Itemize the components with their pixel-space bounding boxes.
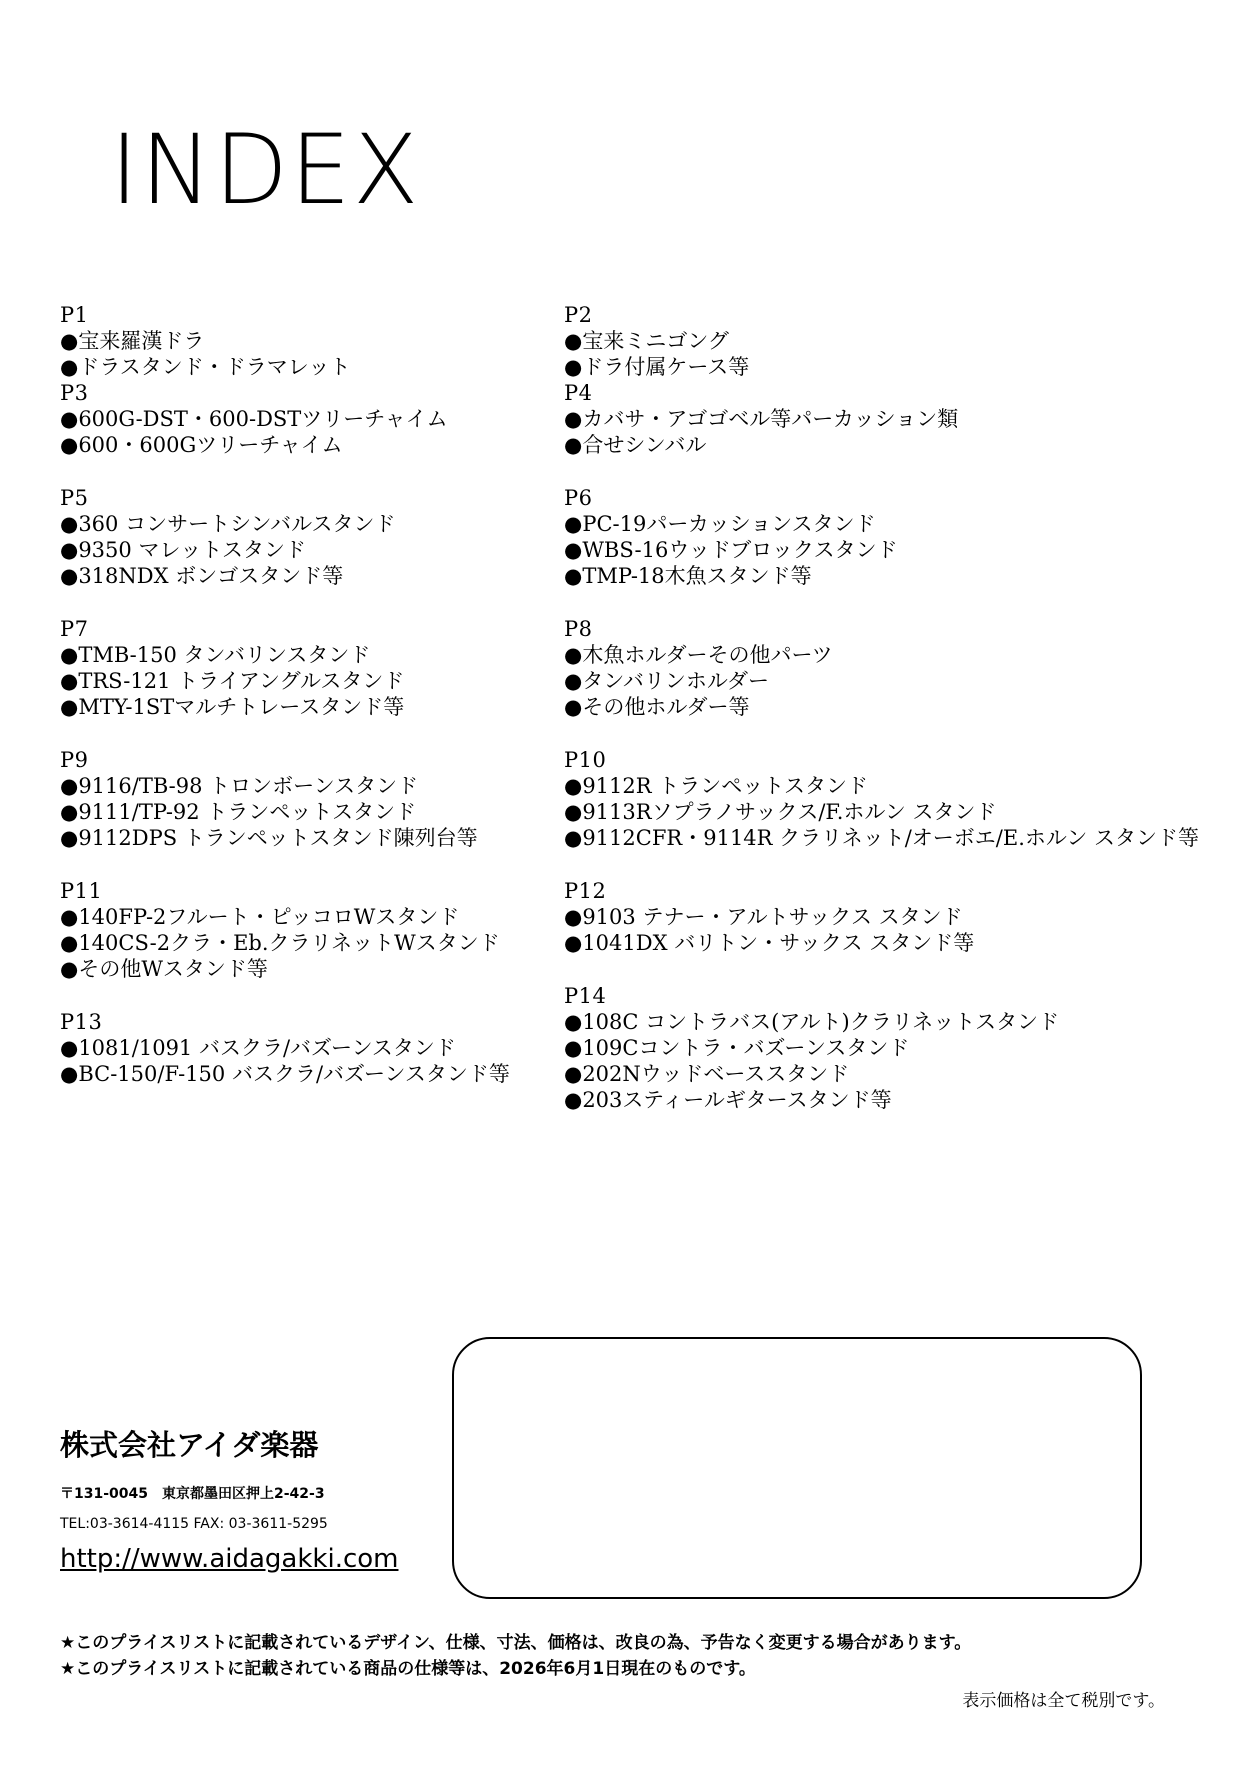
index-left-column — [60, 302, 620, 1114]
index-item: ●木魚ホルダーその他パーツ — [564, 643, 833, 667]
index-item: ●ドラスタンド・ドラマレット — [60, 355, 351, 379]
company-name: 株式会社アイダ楽器 — [60, 1428, 319, 1462]
page-label: P9 — [60, 748, 89, 772]
index-section-p8 — [564, 616, 1204, 720]
index-item: ●BC-150/F-150 バスクラ/バズーンスタンド等 — [60, 1062, 510, 1086]
index-item: ●360 コンサートシンバルスタンド — [60, 512, 396, 536]
index-item: ●PC-19パーカッションスタンド — [564, 512, 876, 536]
index-item: ●タンバリンホルダー — [564, 669, 770, 693]
page-label: P5 — [60, 486, 89, 510]
tax-note: 表示価格は全て税別です。 — [962, 1691, 1165, 1711]
index-item: ●9103 テナー・アルトサックス スタンド — [564, 905, 963, 929]
index-item: ●TMB-150 タンバリンスタンド — [60, 643, 371, 667]
index-section-p13 — [60, 1009, 620, 1087]
page-label: P12 — [564, 879, 607, 903]
index-item: ●9116/TB-98 トロンボーンスタンド — [60, 774, 419, 798]
index-item: ●203スティールギタースタンド等 — [564, 1088, 892, 1112]
page-label: P2 — [564, 303, 593, 327]
index-item: ●TRS-121 トライアングルスタンド — [60, 669, 405, 693]
index-item: ●600・600Gツリーチャイム — [60, 433, 343, 457]
index-section-p10 — [564, 747, 1204, 851]
index-section-p4 — [564, 380, 1204, 458]
index-item: ●109Cコントラ・バズーンスタンド — [564, 1036, 910, 1060]
disclaimer-line: ★このプライスリストに記載されている商品の仕様等は、2026年6月1日現在のものです。 — [60, 1659, 756, 1679]
index-section-p6 — [564, 485, 1204, 589]
index-item: ●9111/TP-92 トランペットスタンド — [60, 800, 417, 824]
index-section-p3 — [60, 380, 620, 458]
index-item: ●9112CFR・9114R クラリネット/オーボエ/E.ホルン スタンド等 — [564, 826, 1200, 850]
page-label: P8 — [564, 617, 593, 641]
index-section-p7 — [60, 616, 620, 720]
index-item: ●宝来羅漢ドラ — [60, 329, 205, 353]
page-label: P7 — [60, 617, 89, 641]
index-item: ●600G-DST・600-DSTツリーチャイム — [60, 407, 448, 431]
index-item: ●宝来ミニゴング — [564, 329, 729, 353]
company-address: 〒131-0045 東京都墨田区押上2-42-3 — [60, 1486, 325, 1502]
disclaimer-line: ★このプライスリストに記載されているデザイン、仕様、寸法、価格は、改良の為、予告なく変更する場合があります。 — [60, 1633, 972, 1653]
page-label: P3 — [60, 381, 89, 405]
index-item: ●TMP-18木魚スタンド等 — [564, 564, 812, 588]
page-label: P6 — [564, 486, 593, 510]
index-section-p5 — [60, 485, 620, 589]
page-label: P11 — [60, 879, 103, 903]
company-phone: TEL:03-3614-4115 FAX: 03-3611-5295 — [60, 1516, 328, 1532]
index-section-p2 — [564, 302, 1204, 380]
index-right-column — [564, 302, 1204, 1140]
index-item: ●1081/1091 バスクラ/バズーンスタンド — [60, 1036, 456, 1060]
index-item: ●合せシンバル — [564, 433, 707, 457]
index-item: ●140CS-2クラ・Eb.クラリネットWスタンド — [60, 931, 500, 955]
index-item: ●9350 マレットスタンド — [60, 538, 307, 562]
index-section-p9 — [60, 747, 620, 851]
disclaimer-notes — [60, 1630, 971, 1682]
page-label: P1 — [60, 303, 89, 327]
page-label: P10 — [564, 748, 607, 772]
company-website-link[interactable]: http://www.aidagakki.com — [60, 1544, 399, 1574]
index-item: ●1041DX バリトン・サックス スタンド等 — [564, 931, 975, 955]
index-item: ●その他ホルダー等 — [564, 695, 750, 719]
dealer-stamp-box — [452, 1337, 1142, 1599]
index-section-p11 — [60, 878, 620, 982]
index-item: ●202Nウッドベーススタンド — [564, 1062, 850, 1086]
index-item: ●108C コントラバス(アルト)クラリネットスタンド — [564, 1010, 1060, 1034]
page-title: INDEX — [110, 114, 421, 226]
index-item: ●その他Wスタンド等 — [60, 957, 268, 981]
page-label: P4 — [564, 381, 593, 405]
index-item: ●9112DPS トランペットスタンド陳列台等 — [60, 826, 478, 850]
index-item: ●MTY-1STマルチトレースタンド等 — [60, 695, 405, 719]
index-section-p12 — [564, 878, 1204, 956]
index-item: ●318NDX ボンゴスタンド等 — [60, 564, 344, 588]
page-label: P14 — [564, 984, 607, 1008]
index-item: ●140FP-2フルート・ピッコロWスタンド — [60, 905, 460, 929]
index-item: ●9113Rソプラノサックス/F.ホルン スタンド — [564, 800, 997, 824]
index-item: ●WBS-16ウッドブロックスタンド — [564, 538, 898, 562]
index-section-p14 — [564, 983, 1204, 1113]
index-section-p1 — [60, 302, 620, 380]
index-item: ●ドラ付属ケース等 — [564, 355, 750, 379]
page-label: P13 — [60, 1010, 103, 1034]
index-item: ●カバサ・アゴゴベル等パーカッション類 — [564, 407, 959, 431]
index-item: ●9112R トランペットスタンド — [564, 774, 869, 798]
